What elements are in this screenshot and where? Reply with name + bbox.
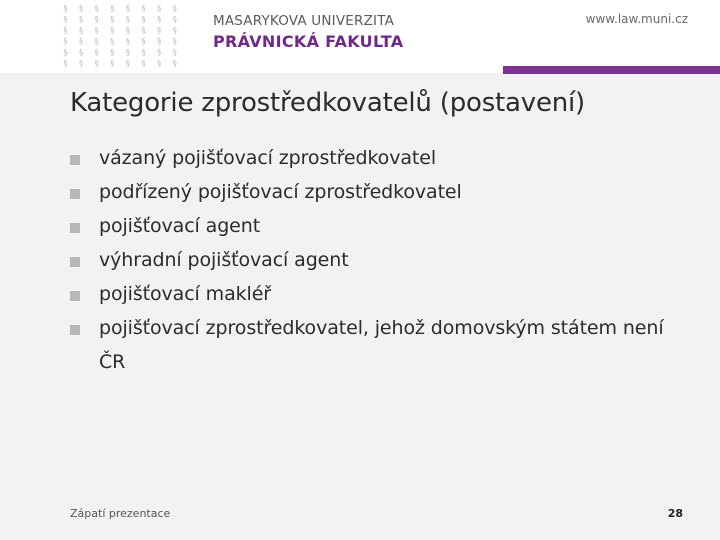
bullet-marker-icon (70, 223, 80, 233)
slide-title: Kategorie zprostředkovatelů (postavení) (70, 88, 586, 118)
bullet-text: podřízený pojišťovací zprostředkovatel (99, 181, 462, 203)
university-name: MASARYKOVA UNIVERZITA (213, 13, 395, 29)
bullet-text: vázaný pojišťovací zprostředkovatel (99, 147, 436, 169)
bullet-item (70, 277, 670, 311)
logo-pattern: § § § § § § § § § § § § § § § § § § § § § § § § § § § § § § § § § § § § § § § § § § § § § § § § (63, 4, 181, 68)
slide-header (0, 0, 720, 73)
bullet-marker-icon (70, 325, 80, 335)
bullet-text: výhradní pojišťovací agent (99, 249, 349, 271)
website-url: www.law.muni.cz (585, 12, 688, 26)
bullet-item (70, 243, 670, 277)
bullet-marker-icon (70, 291, 80, 301)
bullet-item (70, 141, 670, 175)
bullet-text: pojišťovací makléř (99, 283, 272, 305)
bullet-marker-icon (70, 155, 80, 165)
bullet-marker-icon (70, 189, 80, 199)
bullet-item (70, 209, 670, 243)
accent-bar (503, 66, 720, 74)
bullet-marker-icon (70, 257, 80, 267)
bullet-text: pojišťovací agent (99, 215, 261, 237)
faculty-name: PRÁVNICKÁ FAKULTA (213, 32, 404, 51)
bullet-text: pojišťovací zprostředkovatel, jehož domovským státem není ČR (99, 317, 664, 373)
page-number: 28 (667, 507, 683, 520)
footer-text: Zápatí prezentace (70, 507, 171, 520)
bullet-list (70, 141, 670, 379)
bullet-item (70, 311, 670, 379)
bullet-item (70, 175, 670, 209)
